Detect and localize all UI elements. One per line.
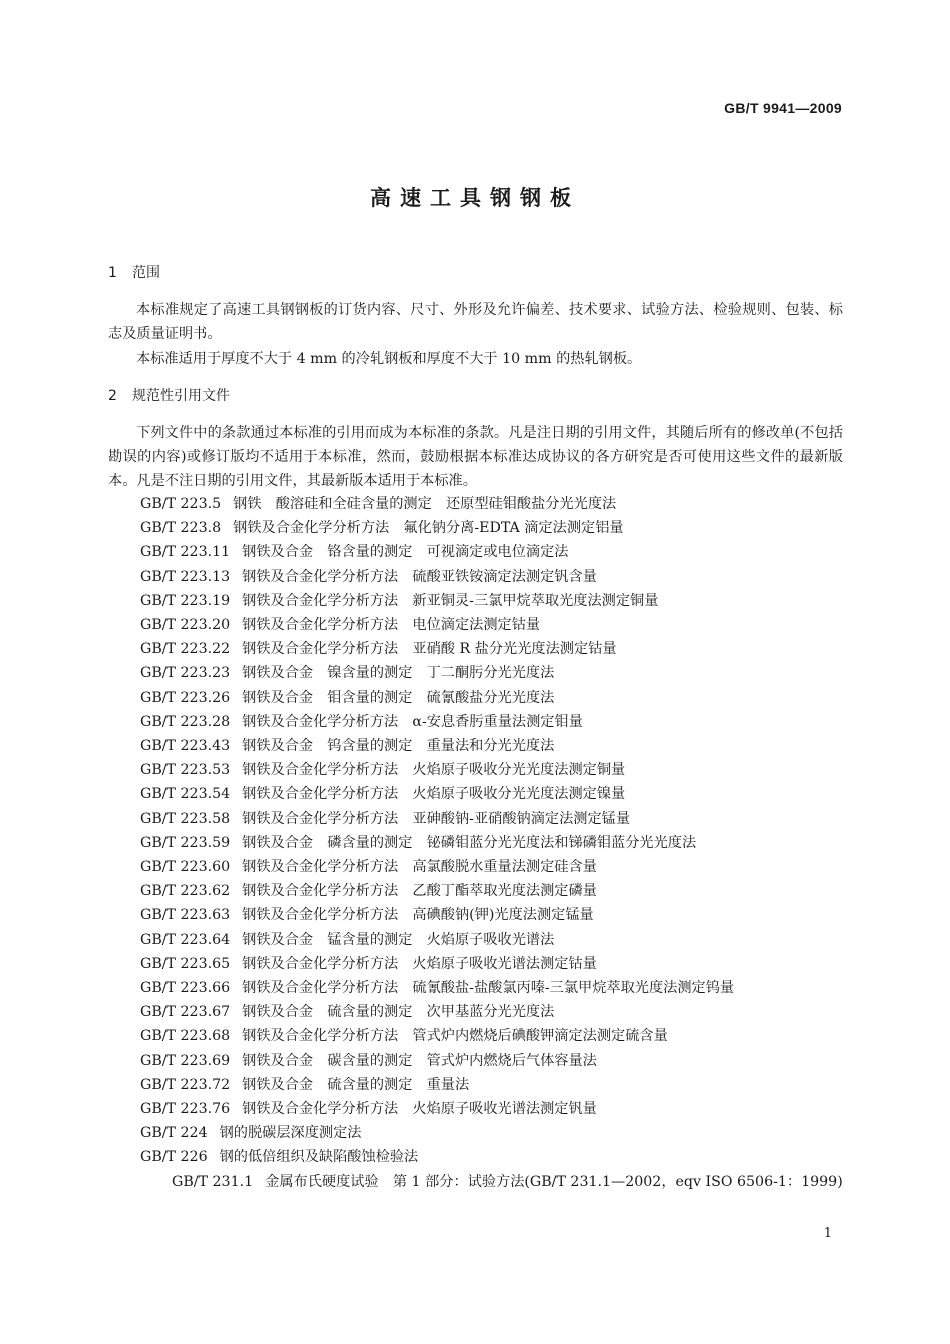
reference-code: GB/T 223.68 [140,1028,231,1045]
reference-item [140,976,845,1000]
reference-title: 钢铁及合金化学分析方法 电位滴定法测定钴量 [242,617,541,633]
reference-code: GB/T 223.26 [140,689,231,706]
reference-item [140,516,845,540]
reference-item [140,1049,845,1073]
reference-title: 钢铁及合金 铬含量的测定 可视滴定或电位滴定法 [242,544,569,561]
reference-title: 钢铁及合金 硫含量的测定 重量法 [242,1076,470,1093]
reference-code: GB/T 223.13 [140,568,231,585]
reference-item [140,807,845,831]
reference-title: 钢铁及合金化学分析方法 新亚铜灵-三氯甲烷萃取光度法测定铜量 [242,592,659,609]
reference-item [108,1170,843,1194]
reference-title: 金属布氏硬度试验 第 1 部分：试验方法(GB/T 231.1—2002，eqv ISO 6506-1：1999) [265,1173,843,1190]
reference-code: GB/T 223.63 [140,907,231,924]
reference-item [140,855,845,879]
reference-item [140,831,845,855]
reference-title: 钢铁及合金化学分析方法 火焰原子吸收光谱法测定钒量 [242,1101,597,1117]
reference-code: GB/T 223.58 [140,810,231,827]
section-number: 1 [108,265,117,281]
reference-item [140,637,845,661]
reference-title: 钢铁及合金 钼含量的测定 硫氰酸盐分光光度法 [242,689,555,706]
reference-title: 钢铁及合金 钨含量的测定 重量法和分光光度法 [242,738,555,754]
reference-item [140,734,845,758]
reference-title: 钢铁及合金化学分析方法 火焰原子吸收光谱法测定钴量 [242,955,597,972]
reference-code: GB/T 223.54 [140,786,231,803]
reference-title: 钢铁及合金 镍含量的测定 丁二酮肟分光光度法 [242,665,555,682]
reference-code: GB/T 224 [140,1125,208,1142]
section-title: 范围 [132,265,160,281]
reference-item [140,661,845,685]
reference-title: 钢铁及合金 磷含量的测定 铋磷钼蓝分光光度法和锑磷钼蓝分光光度法 [242,834,697,851]
reference-item [140,565,845,589]
reference-title: 钢铁及合金 碳含量的测定 管式炉内燃烧后气体容量法 [242,1052,597,1069]
reference-item [140,928,845,952]
reference-code: GB/T 223.43 [140,738,231,754]
reference-item [140,758,845,782]
reference-item [140,1121,845,1145]
reference-code: GB/T 226 [140,1149,208,1166]
standard-code: GB/T 9941—2009 [724,100,842,116]
section-1-paragraph: 本标准规定了高速工具钢钢板的订货内容、尺寸、外形及允许偏差、技术要求、试验方法、检验规则、包装、标志及质量证明书。 [108,302,843,342]
section-1-heading [108,263,160,283]
reference-code: GB/T 223.69 [140,1052,231,1069]
reference-item [140,879,845,903]
reference-title: 钢铁及合金化学分析方法 火焰原子吸收分光光度法测定铜量 [242,762,626,779]
reference-code: GB/T 223.62 [140,883,231,900]
reference-code: GB/T 223.76 [140,1101,231,1117]
reference-item [140,1024,845,1048]
reference-item [140,952,845,976]
reference-title: 钢铁及合金化学分析方法 亚硝酸 R 盐分光光度法测定钴量 [242,641,617,658]
reference-title: 钢铁及合金化学分析方法 亚砷酸钠-亚硝酸钠滴定法测定锰量 [242,810,631,827]
reference-code: GB/T 223.11 [140,544,231,561]
reference-title: 钢的低倍组织及缺陷酸蚀检验法 [219,1149,419,1166]
reference-title: 钢的脱碳层深度测定法 [219,1125,362,1142]
document-title: 高速工具钢钢板 [370,186,580,210]
reference-title: 钢铁及合金化学分析方法 硫氰酸盐-盐酸氯丙嗪-三氯甲烷萃取光度法测定钨量 [242,980,735,996]
section-2-heading [108,386,230,406]
reference-code: GB/T 223.66 [140,980,231,996]
reference-title: 钢铁及合金化学分析方法 火焰原子吸收分光光度法测定镍量 [242,786,626,803]
section-number: 2 [108,388,117,404]
reference-code: GB/T 223.23 [140,665,231,682]
section-title: 规范性引用文件 [132,388,230,404]
reference-title: 钢铁及合金化学分析方法 α-安息香肟重量法测定钼量 [242,713,583,730]
reference-title: 钢铁及合金 硫含量的测定 次甲基蓝分光光度法 [242,1004,555,1021]
reference-code: GB/T 223.65 [140,955,231,972]
reference-item [140,613,845,637]
reference-title: 钢铁及合金化学分析方法 硫酸亚铁铵滴定法测定钒含量 [242,568,597,585]
section-1-paragraph: 本标准适用于厚度不大于 4 mm 的冷轧钢板和厚度不大于 10 mm 的热轧钢板。 [136,351,642,367]
reference-item [140,1000,845,1024]
reference-item [140,782,845,806]
reference-title: 钢铁 酸溶硅和全硅含量的测定 还原型硅钼酸盐分光光度法 [233,496,617,512]
section-2-intro: 下列文件中的条款通过本标准的引用而成为本标准的条款。凡是注日期的引用文件，其随后所有的修改单(不包括勘误的内容)或修订版均不适用于本标准，然而，鼓励根据本标准达成协议的各方研究是否可使用这些文件的最新版本。凡是不注日期的引用文件，其最新版本适用于本标准。 [108,425,843,489]
reference-title: 钢铁及合金化学分析方法 管式炉内燃烧后碘酸钾滴定法测定硫含量 [242,1028,668,1045]
reference-title: 钢铁及合金化学分析方法 氟化钠分离-EDTA 滴定法测定铝量 [233,520,624,537]
reference-code: GB/T 223.5 [140,496,222,512]
reference-item [140,589,845,613]
reference-item [140,686,845,710]
reference-code: GB/T 223.28 [140,713,231,730]
reference-item [140,1097,845,1121]
reference-item [140,492,845,516]
reference-title: 钢铁及合金 锰含量的测定 火焰原子吸收光谱法 [242,931,555,948]
reference-title: 钢铁及合金化学分析方法 高碘酸钠(钾)光度法测定锰量 [242,907,594,924]
reference-code: GB/T 223.22 [140,641,231,658]
reference-code: GB/T 223.72 [140,1076,231,1093]
reference-code: GB/T 223.53 [140,762,231,779]
reference-code: GB/T 223.64 [140,931,231,948]
reference-item [140,710,845,734]
reference-code: GB/T 223.60 [140,859,231,875]
reference-code: GB/T 223.20 [140,617,231,633]
reference-item [140,1145,845,1169]
reference-title: 钢铁及合金化学分析方法 乙酸丁酯萃取光度法测定磷量 [242,883,597,900]
reference-code: GB/T 223.8 [140,520,222,537]
reference-item [140,540,845,564]
reference-code: GB/T 231.1 [172,1173,254,1190]
reference-code: GB/T 223.59 [140,834,231,851]
reference-title: 钢铁及合金化学分析方法 高氯酸脱水重量法测定硅含量 [242,859,597,875]
reference-item [140,1073,845,1097]
page-number: 1 [823,1226,832,1241]
reference-code: GB/T 223.19 [140,592,231,609]
reference-item [140,903,845,927]
reference-code: GB/T 223.67 [140,1004,231,1021]
